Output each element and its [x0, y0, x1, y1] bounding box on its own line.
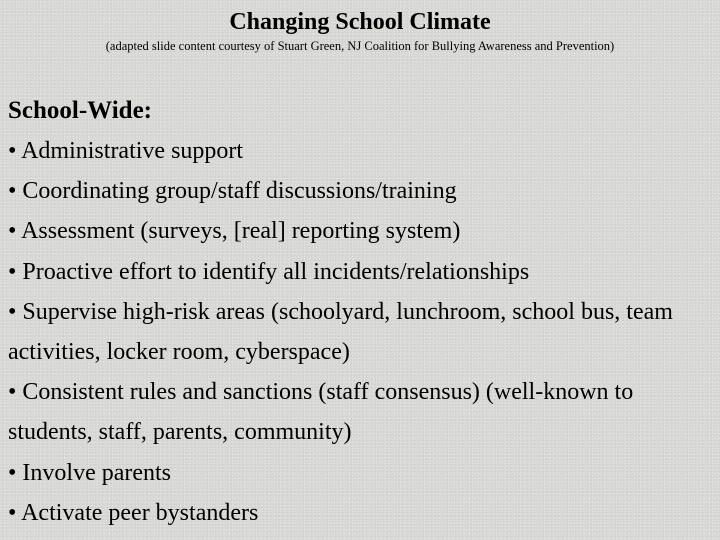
bullet-marker: • — [8, 258, 17, 285]
bullet-item — [8, 211, 714, 251]
bullet-marker: • — [8, 138, 17, 164]
bullet-text: Consistent rules and sanctions (staff consensus) (well-known to students, staff, parents, community) — [8, 379, 634, 446]
bullet-text: Assessment (surveys, [real] reporting system) — [21, 218, 461, 245]
bullet-text: Involve parents — [22, 459, 172, 486]
bullet-marker: • — [8, 178, 17, 205]
bullet-marker: • — [8, 379, 17, 406]
bullet-item — [8, 292, 714, 372]
bullet-item — [8, 493, 714, 533]
bullet-text: Administrative support — [21, 138, 244, 164]
bullet-item — [8, 171, 714, 211]
bullet-marker: • — [8, 218, 17, 245]
bullet-item — [8, 252, 714, 292]
bullet-item — [8, 131, 714, 171]
bullet-text: Supervise high-risk areas (schoolyard, lunchroom, school bus, team activities, locker room, cyberspace) — [8, 298, 673, 366]
bullet-marker: • — [8, 298, 17, 325]
bullet-marker: • — [8, 499, 17, 526]
bullet-text: Coordinating group/staff discussions/training — [22, 178, 457, 205]
section-heading: School-Wide: — [8, 97, 152, 124]
slide-subtitle: (adapted slide content courtesy of Stuart Green, NJ Coalition for Bullying Awareness and Prevention) — [105, 39, 615, 53]
bullet-text: Proactive effort to identify all incidents/relationships — [22, 258, 530, 285]
bullet-marker: • — [8, 459, 17, 486]
bullet-text: Activate peer bystanders — [21, 499, 259, 526]
slide-body — [8, 91, 714, 533]
slide-title: Changing School Climate — [229, 9, 491, 35]
bullet-item — [8, 453, 714, 493]
bullet-item — [8, 372, 714, 452]
